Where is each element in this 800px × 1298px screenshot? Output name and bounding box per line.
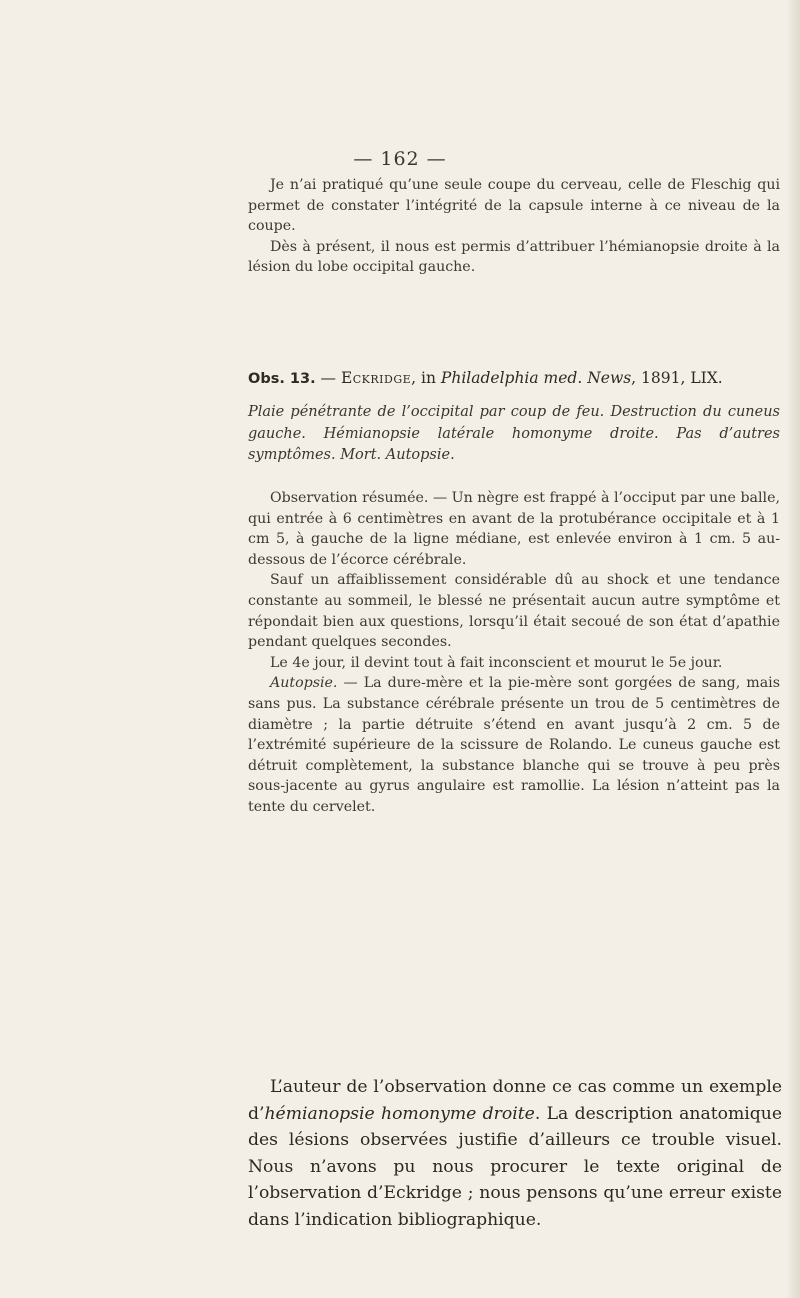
body-paragraph-3: Le 4e jour, il devint tout à fait inconscient et mourut le 5e jour. <box>270 654 723 671</box>
observation-dash: — <box>315 369 341 387</box>
observation-label: Obs. 13. <box>248 371 316 387</box>
observation-year: , 1891, LIX. <box>631 369 723 387</box>
intro-paragraph-1: Je n’ai pratiqué qu’une seule coupe du cerveau, celle de Fleschig qui permet de constater l’intégrité de la capsule interne à ce niveau de la coupe. <box>248 177 780 235</box>
observation-journal: Philadelphia med. News <box>440 369 632 387</box>
page-number: — 162 — <box>353 148 447 170</box>
observation-summary: Plaie pénétrante de l’occipital par coup de feu. Destruction du cuneus gauche. Hémianopsie latérale homonyme droite. Pas d’autres symptômes. Mort. Autopsie. <box>248 404 780 463</box>
autopsy-text: — La dure-mère et la pie-mère sont gorgées de sang, mais sans pus. La substance cérébrale présente un trou de 5 centimètres de diamètre ; la partie détruite s’étend en avant jusqu’à 2 cm. 5 de l’extrémité supérieure de la scissure de Rolando. Le cuneus gauche est détruit complètement, la substance blanche qui se trouve à peu près sous-jacente au gyrus angulaire est ramollie. La lésion n’atteint pas la tente du cervelet. <box>248 675 780 815</box>
observation-in: , in <box>411 369 441 387</box>
conclusion-before: L’auteur de l’observation donne ce cas comme un exemple d’ <box>248 1077 782 1124</box>
observation-heading <box>248 369 788 387</box>
observation-body <box>248 488 780 818</box>
intro-section <box>248 175 780 278</box>
observation-author: Eckridge <box>340 369 412 387</box>
page-edge-shadow <box>786 0 800 1298</box>
conclusion <box>248 1074 782 1233</box>
intro-paragraph-2: Dès à présent, il nous est permis d’attribuer l’hémianopsie droite à la lésion du lobe occipital gauche. <box>248 238 780 276</box>
body-paragraph-2: Sauf un affaiblissement considérable dû au shock et une tendance constante au sommeil, le blessé ne présentait aucun autre symptôme et répondait bien aux questions, lorsqu’il était secoué de son état d’apathie pendant quelques secondes. <box>248 572 780 651</box>
autopsy-label: Autopsie. <box>270 675 338 692</box>
body-paragraph-4 <box>248 673 780 817</box>
body-paragraph-1: Observation résumée. — Un nègre est frappé à l’occiput par une balle, qui entrée à 6 centimètres en avant de la protubérance occipitale et à 1 cm 5, à gauche de la ligne médiane, est enlevée environ à 1 cm. 5 au-dessous de l’écorce cérébrale. <box>248 490 780 568</box>
conclusion-italic: hémianopsie homonyme droite <box>264 1103 535 1124</box>
conclusion-paragraph <box>248 1074 782 1233</box>
conclusion-after: . La description anatomique des lésions observées justifie d’ailleurs ce trouble visuel. Nous n’avons pu nous procurer le texte original de l’observation d’Eckridge ; nous pensons qu’une erreur existe dans l’indication bibliographique. <box>248 1103 782 1230</box>
